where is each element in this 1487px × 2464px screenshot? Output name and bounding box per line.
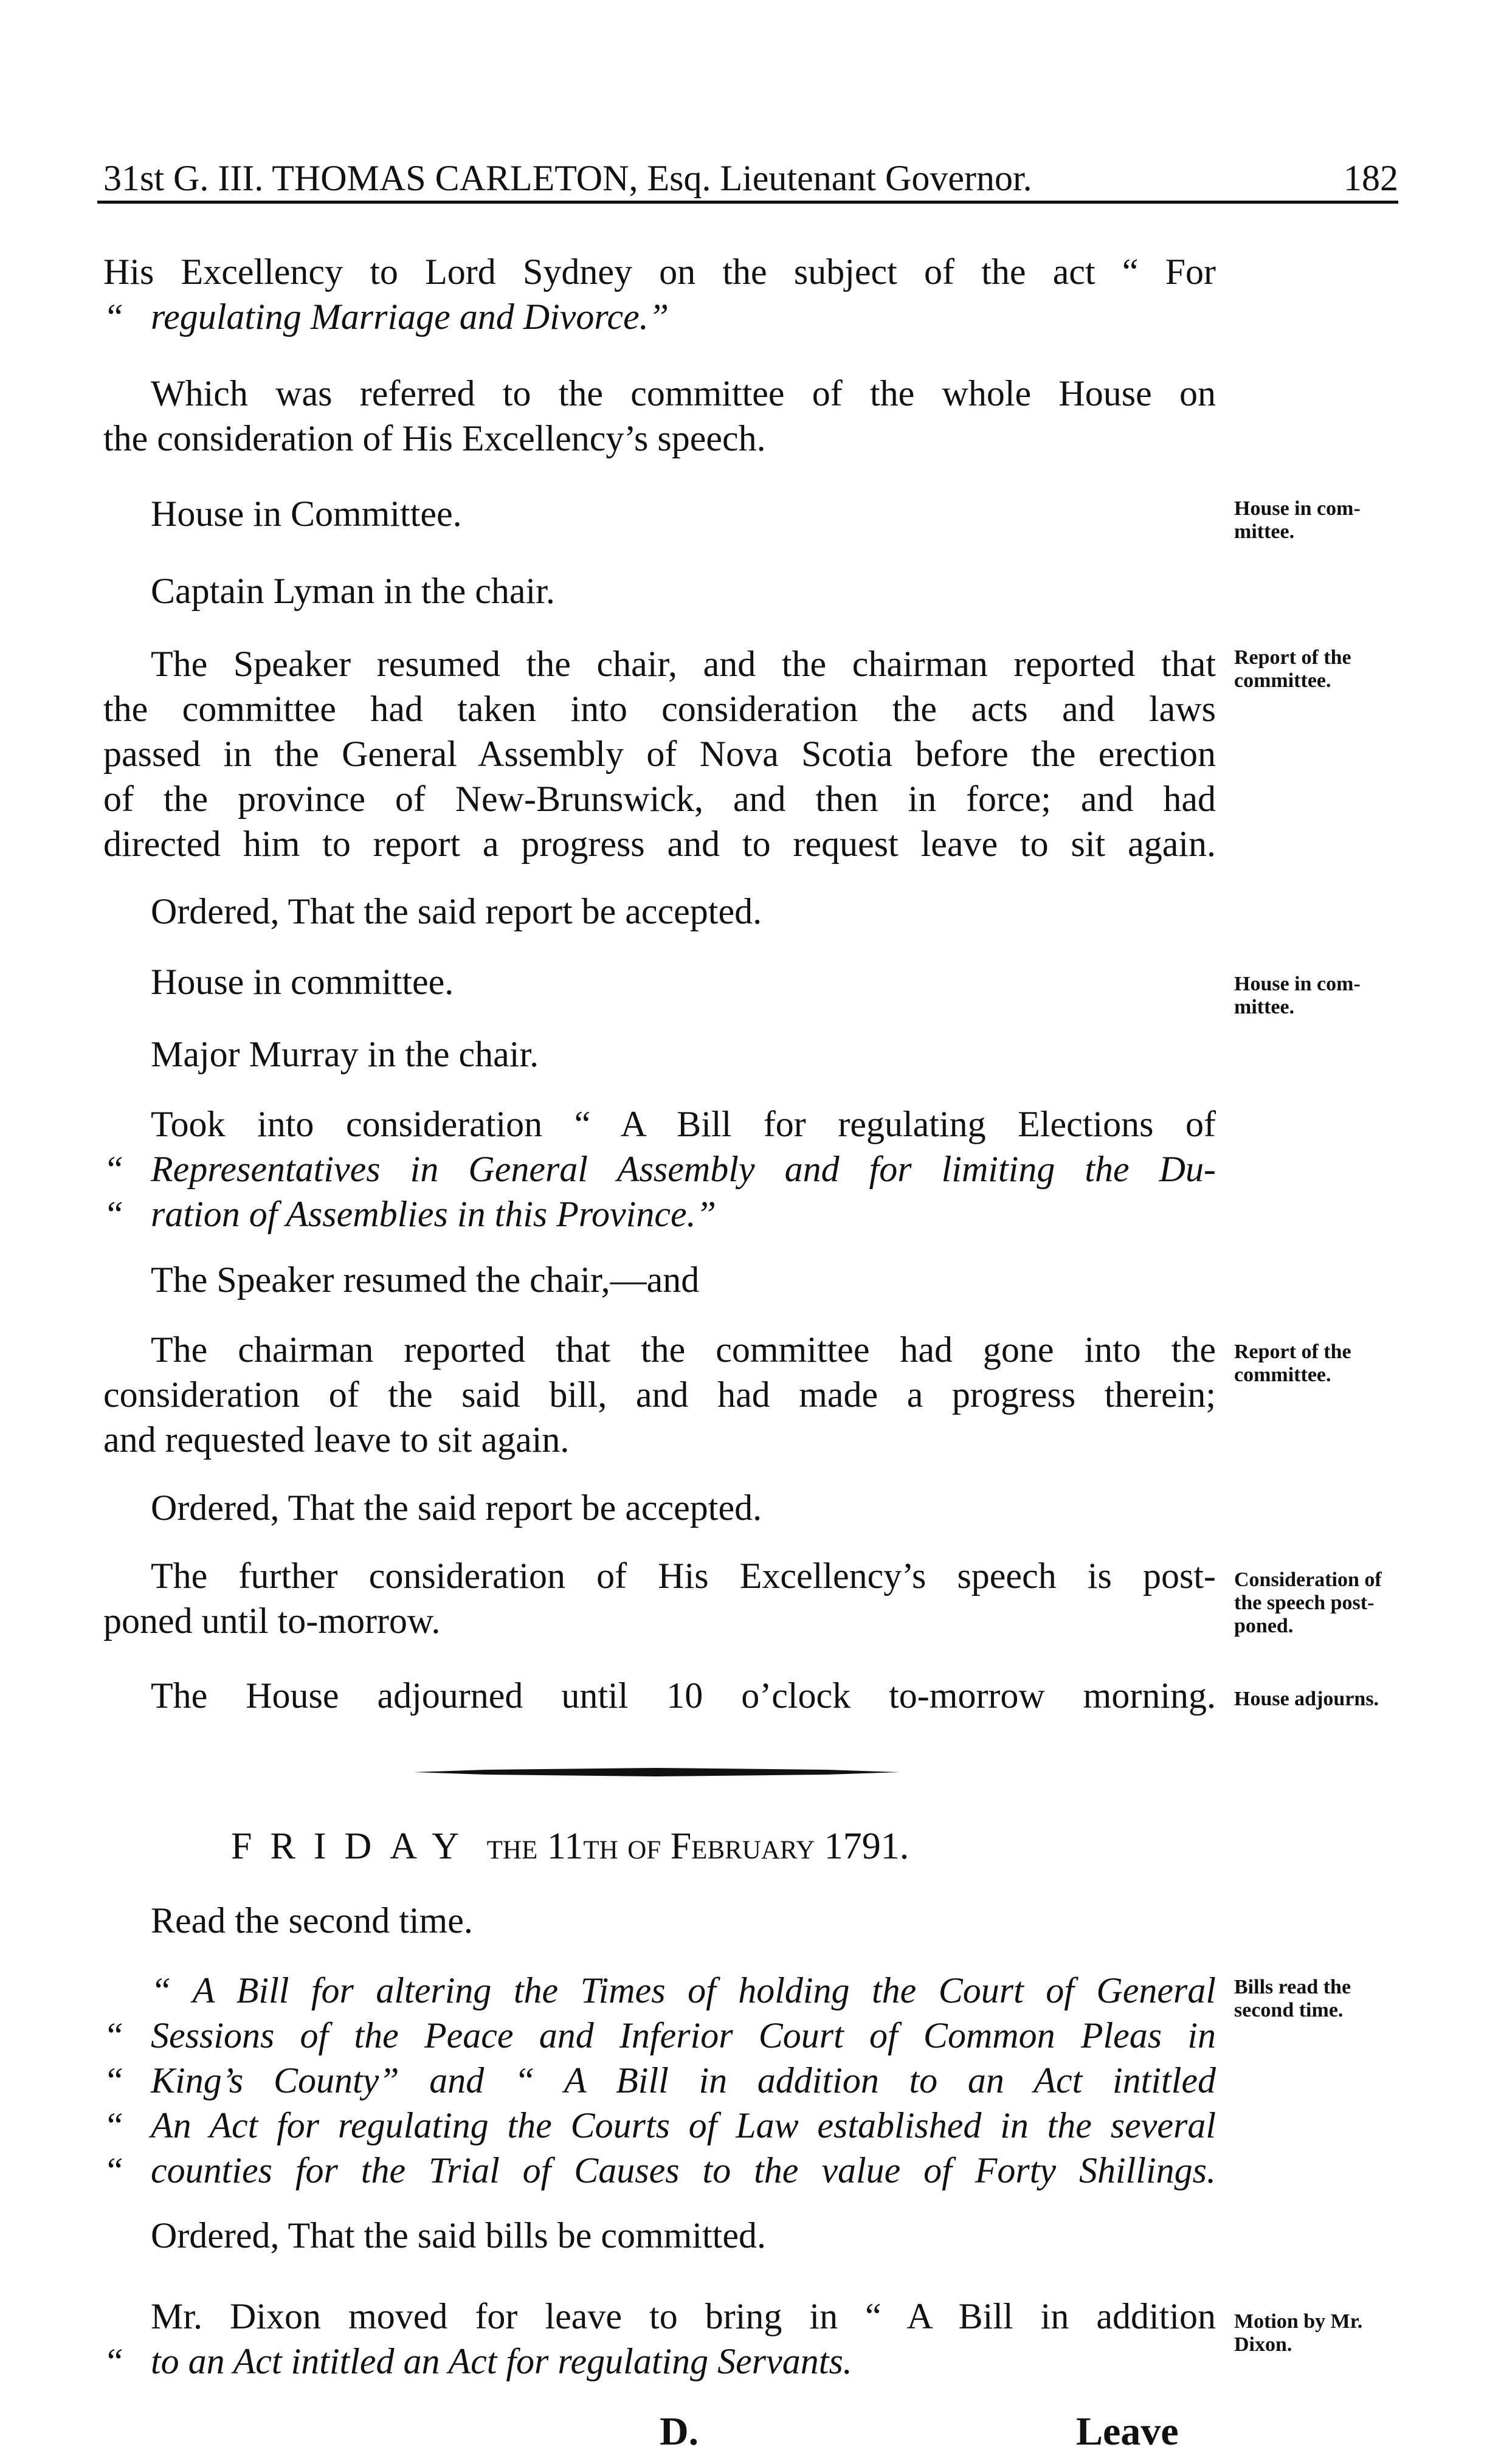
quote-mark: “: [103, 2341, 124, 2381]
paragraph-chairman-report: [103, 1327, 1216, 1462]
text-line: poned until to-morrow.: [103, 1601, 441, 1641]
paragraph-ordered: [103, 889, 1216, 934]
quote-mark: “: [103, 2015, 124, 2055]
quote-mark: “: [103, 297, 124, 337]
quote-mark: “: [103, 1149, 124, 1189]
text-line: [103, 1192, 1216, 1237]
date-heading-day: FRIDAY: [231, 1826, 478, 1867]
paragraph-postponed: [103, 1553, 1216, 1643]
text-line: The further consideration of His Excellency’s speech is post-: [151, 1556, 1216, 1596]
page-number: 182: [1344, 158, 1398, 198]
text-line: consideration of the said bill, and had made a progress therein;: [103, 1375, 1216, 1415]
running-header: [97, 157, 1398, 199]
text-line: passed in the General Assembly of Nova Scotia before the erection: [103, 734, 1216, 774]
text-span: An Act for regulating the Courts of Law established in the several: [151, 2105, 1216, 2145]
text-line: and requested leave to sit again.: [103, 1420, 570, 1460]
text-line: Which was referred to the committee of the whole House on: [151, 373, 1216, 413]
text-line: [103, 294, 1216, 339]
header-title: 31st G. III. THOMAS CARLETON, Esq. Lieutenant Governor.: [103, 158, 1032, 198]
paragraph-chair-2: [103, 1032, 1216, 1077]
margin-note: House in com-mittee.: [1234, 497, 1361, 543]
text-line: directed him to report a progress and to request leave to sit again.: [103, 824, 1216, 864]
divider-rule: [413, 1766, 900, 1778]
paragraph-read-second-time: [103, 1898, 1216, 1943]
text-span: counties for the Trial of Causes to the value of Forty Shillings.: [151, 2150, 1216, 2190]
text-line: His Excellency to Lord Sydney on the subject of the act “ For: [103, 252, 1216, 292]
paragraph-speaker-resumed: [103, 1257, 1216, 1302]
text-line: Ordered, That the said report be accepted.: [151, 891, 762, 931]
quote-mark: “: [103, 2060, 124, 2100]
paragraph-bill-elections: [103, 1102, 1216, 1237]
text-line: The House adjourned until 10 o’clock to-morrow morning.: [151, 1675, 1216, 1716]
text-line: [103, 2148, 1216, 2193]
text-line: [103, 1968, 1216, 2013]
text-line: of the province of New-Brunswick, and then in force; and had: [103, 779, 1216, 819]
text-line: [103, 1147, 1216, 1192]
paragraph-ordered-2: [103, 1485, 1216, 1530]
text-span: to an Act intitled an Act for regulating Servants.: [151, 2341, 852, 2381]
text-line: [103, 2339, 1216, 2384]
margin-note: Report of the committee.: [1234, 1341, 1351, 1386]
section-divider: [413, 1766, 900, 1778]
margin-note: House in com-mittee.: [1234, 973, 1361, 1018]
text-line: The Speaker resumed the chair,—and: [151, 1260, 700, 1300]
paragraph-letter-reference: [103, 249, 1216, 339]
text-line: Captain Lyman in the chair.: [151, 571, 555, 611]
margin-note: House adjourns.: [1234, 1688, 1379, 1710]
margin-note: Bills read the second time.: [1234, 1976, 1351, 2021]
margin-note: Report of the committee.: [1234, 646, 1351, 692]
paragraph-referral: [103, 371, 1216, 461]
signature-mark: D.: [660, 2409, 699, 2454]
text-span: A Bill for altering the Times of holding the Court of General: [192, 1970, 1216, 2010]
text-line: Major Murray in the chair.: [151, 1034, 539, 1074]
text-line: the consideration of His Excellency’s speech.: [103, 418, 766, 458]
text-line: the committee had taken into consideration the acts and laws: [103, 689, 1216, 729]
text-line: [103, 2058, 1216, 2103]
paragraph-house-in-committee-2: [103, 959, 1216, 1004]
text-span: Sessions of the Peace and Inferior Court of Common Pleas in: [151, 2015, 1216, 2055]
paragraph-adjourned: [103, 1673, 1216, 1718]
text-span: ration of Assemblies in this Province.”: [151, 1194, 716, 1234]
quote-mark: “: [151, 1970, 171, 2010]
paragraph-ordered-committed: [103, 2213, 1216, 2258]
text-line: House in committee.: [151, 962, 454, 1002]
text-span: regulating Marriage and Divorce.”: [151, 297, 669, 337]
text-line: House in Committee.: [151, 494, 462, 534]
header-rule: [97, 201, 1398, 204]
text-line: Ordered, That the said bills be committed.: [151, 2215, 766, 2255]
text-line: Took into consideration “ A Bill for regulating Elections of: [151, 1104, 1216, 1144]
paragraph-motion: [103, 2294, 1216, 2384]
catchword: Leave: [1076, 2409, 1179, 2454]
text-line: The chairman reported that the committee had gone into the: [151, 1330, 1216, 1370]
margin-note: Motion by Mr. Dixon.: [1234, 2310, 1363, 2356]
paragraph-bills: [103, 1968, 1216, 2193]
paragraph-chair: [103, 568, 1216, 613]
text-line: Ordered, That the said report be accepted.: [151, 1488, 762, 1528]
quote-mark: “: [103, 1194, 124, 1234]
text-span: King’s County” and “ A Bill in addition to an Act intitled: [151, 2060, 1216, 2100]
text-line: Read the second time.: [151, 1900, 473, 1941]
text-span: Representatives in General Assembly and for limiting the Du-: [151, 1149, 1216, 1189]
quote-mark: “: [103, 2150, 124, 2190]
quote-mark: “: [103, 2105, 124, 2145]
paragraph-report: [103, 641, 1216, 866]
date-heading: [231, 1824, 1179, 1869]
paragraph-house-in-committee: [103, 491, 1216, 536]
margin-note: Consideration of the speech post-poned.: [1234, 1568, 1382, 1637]
text-line: The Speaker resumed the chair, and the chairman reported that: [151, 644, 1216, 684]
text-line: [103, 2103, 1216, 2148]
text-line: Mr. Dixon moved for leave to bring in “ A Bill in addition: [151, 2296, 1216, 2336]
text-line: [103, 2013, 1216, 2058]
date-heading-date: the 11th of February 1791.: [486, 1826, 909, 1867]
